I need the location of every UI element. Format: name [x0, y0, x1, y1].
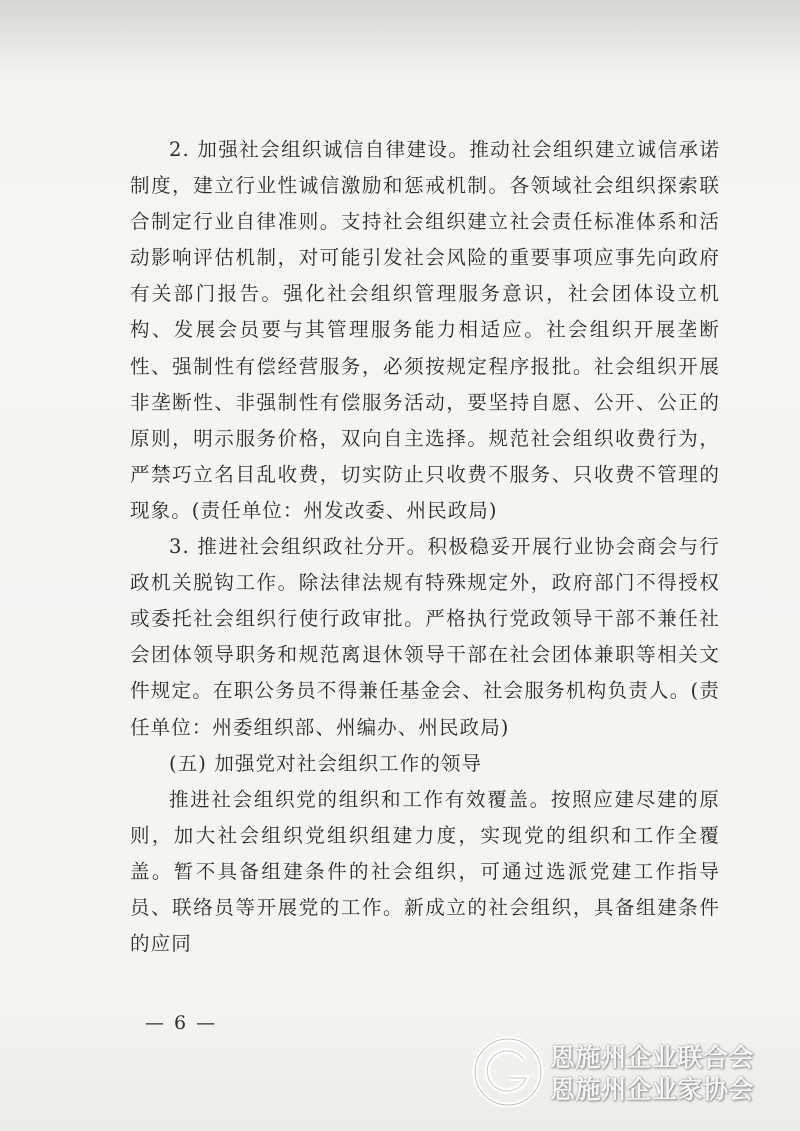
- watermark-line-2: 恩施州企业家协会: [550, 1075, 755, 1104]
- section-heading: (五) 加强党对社会组织工作的领导: [169, 751, 483, 775]
- paragraph-party-coverage: 推进社会组织党的组织和工作有效覆盖。按照应建尽建的原则，加大社会组织党组织组建力度，实现党的组织和工作全覆盖。暂不具备组建条件的社会组织，可通过选派党建工作指导员、联络员等开展党的工作。新成立的社会组织，具备组建条件的应同: [130, 787, 720, 956]
- watermark: [470, 1030, 790, 1110]
- scan-shadow: [0, 0, 800, 75]
- paragraph-integrity: 2. 加强社会组织诚信自律建设。推动社会组织建立诚信承诺制度，建立行业性诚信激励和惩戒机制。各领域社会组织探索联合制定行业自律准则。支持社会组织建立社会责任标准体系和活动影响评估机制，对可能引发社会风险的重要事项应事先向政府有关部门报告。强化社会组织管理服务意识，社会团体设立机构、发展会员要与其管理服务能力相适应。社会组织开展垄断性、强制性有偿经营服务，必须按规定程序报批。社会组织开展非垄断性、非强制性有偿服务活动，要坚持自愿、公开、公正的原则，明示服务价格，双向自主选择。规范社会组织收费行为，严禁巧立名目乱收费，切实防止只收费不服务、只收费不管理的现象。(责任单位：州发改委、州民政局): [130, 138, 720, 522]
- ring-logo-icon: [470, 1034, 546, 1110]
- document-body: [130, 132, 720, 962]
- page-number: — 6 —: [145, 1012, 218, 1034]
- watermark-line-1: 恩施州企业联合会: [550, 1043, 755, 1072]
- paragraph-separation: 3. 推进社会组织政社分开。积极稳妥开展行业协会商会与行政机关脱钩工作。除法律法规有特殊规定外，政府部门不得授权或委托社会组织行使行政审批。严格执行党政领导干部不兼任社会团体领导职务和规范离退休领导干部在社会团体兼职等相关文件规定。在职公务员不得兼任基金会、社会服务机构负责人。(责任单位：州委组织部、州编办、州民政局): [130, 535, 720, 739]
